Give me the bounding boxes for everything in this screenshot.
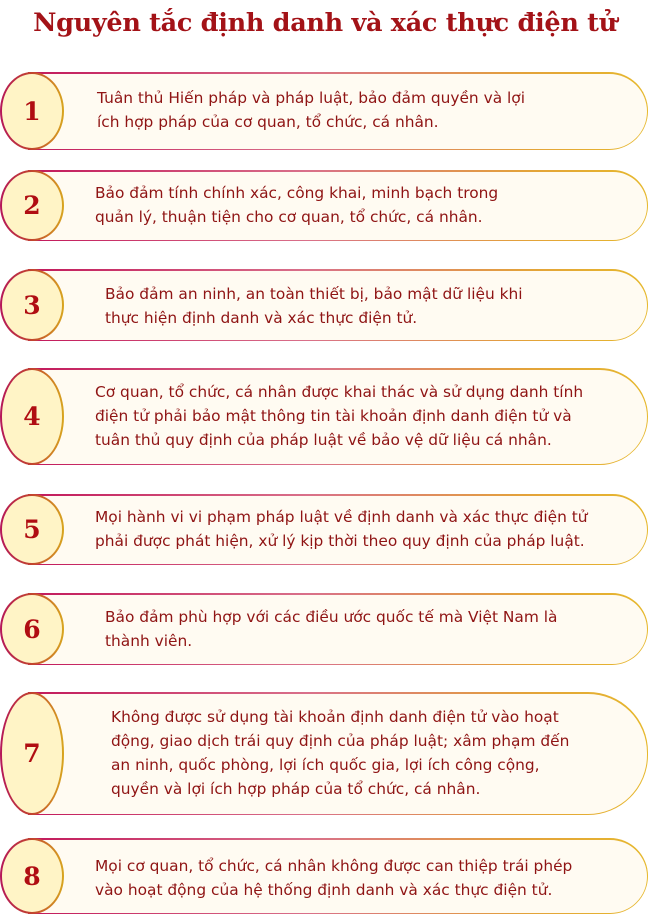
principle-item-6	[0, 593, 650, 665]
principle-number: 5	[23, 515, 41, 544]
number-badge	[0, 494, 64, 565]
principle-number: 8	[23, 861, 41, 891]
principle-number: 2	[23, 191, 41, 220]
number-badge	[0, 838, 64, 914]
page-title: Nguyên tắc định danh và xác thực điện tử	[33, 8, 617, 38]
principle-item-7	[0, 692, 650, 815]
principle-text: Bảo đảm phù hợp với các điều ước quốc tế mà Việt Nam là thành viên.	[105, 608, 558, 650]
principle-text: Bảo đảm an ninh, an toàn thiết bị, bảo mật dữ liệu khi thực hiện định danh và xác thực điện tử.	[105, 285, 523, 327]
principle-item-5	[0, 494, 650, 565]
number-badge	[0, 368, 64, 465]
principle-number: 3	[23, 290, 41, 320]
principle-number: 4	[23, 402, 41, 431]
principle-item-8	[0, 838, 650, 914]
number-badge	[0, 72, 64, 150]
principle-number: 1	[23, 96, 41, 126]
principle-text: Mọi hành vi vi phạm pháp luật về định danh và xác thực điện tử phải được phát hiện, xử lý kịp thời theo quy định của pháp luật.	[95, 508, 588, 550]
principle-text: Mọi cơ quan, tổ chức, cá nhân không được can thiệp trái phép vào hoạt động của hệ thống định danh và xác thực điện tử.	[95, 857, 573, 899]
principle-item-3	[0, 269, 650, 341]
principle-item-2	[0, 170, 650, 241]
principle-number: 6	[23, 614, 41, 644]
number-badge	[0, 170, 64, 241]
principle-text: Cơ quan, tổ chức, cá nhân được khai thác và sử dụng danh tính điện tử phải bảo mật thông tin tài khoản định danh điện tử và tuân thủ quy định của pháp luật về bảo vệ dữ liệu cá nhân.	[95, 383, 584, 449]
principle-number: 7	[23, 739, 41, 768]
principle-text: Không được sử dụng tài khoản định danh điện tử vào hoạt động, giao dịch trái quy định của pháp luật; xâm phạm đến an ninh, quốc phòng, lợi ích quốc gia, lợi ích công cộng, quyền và lợi ích hợp pháp của tổ chức, cá nhân.	[111, 708, 570, 798]
principle-item-4	[0, 368, 650, 465]
principle-item-1	[0, 72, 650, 150]
number-badge	[0, 269, 64, 341]
principle-text: Bảo đảm tính chính xác, công khai, minh bạch trong quản lý, thuận tiện cho cơ quan, tổ chức, cá nhân.	[95, 184, 499, 226]
number-badge	[0, 593, 64, 665]
number-badge	[0, 692, 64, 815]
principle-text: Tuân thủ Hiến pháp và pháp luật, bảo đảm quyền và lợi ích hợp pháp của cơ quan, tổ chức, cá nhân.	[97, 89, 525, 131]
